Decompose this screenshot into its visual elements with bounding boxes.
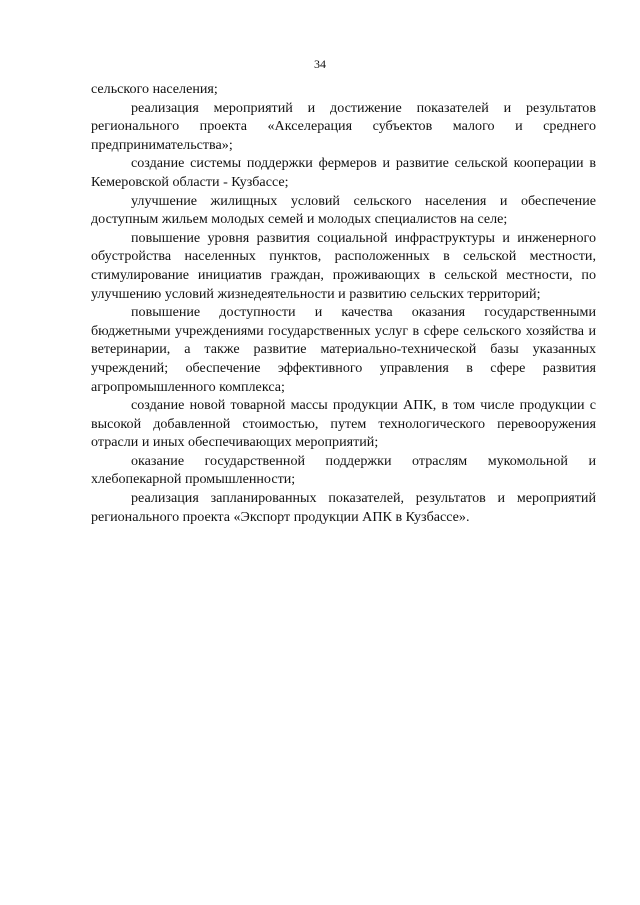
- paragraph-social-infrastructure: повышение уровня развития социальной инфраструктуры и инженерного обустройства населенных пунктов, расположенных в сельской местности, стимулирование инициатив граждан, проживающих в сельской местности, по улучшению условий жизнедеятельности и развитию сельских территорий;: [91, 229, 596, 302]
- paragraph-export-project: реализация запланированных показателей, результатов и мероприятий регионального проекта «Экспорт продукции АПК в Кузбассе».: [91, 490, 596, 525]
- document-body: [91, 80, 596, 526]
- page-number: 34: [314, 57, 326, 71]
- paragraph-milling-baking: оказание государственной поддержки отраслям мукомольной и хлебопекарной промышленности;: [91, 452, 596, 488]
- paragraph-housing-conditions: улучшение жилищных условий сельского населения и обеспечение доступным жильем молодых семей и молодых специалистов на селе;: [91, 192, 596, 228]
- paragraph-commodity-mass: создание новой товарной массы продукции АПК, в том числе продукции с высокой добавленной стоимостью, путем технологического перевооружения отрасли и иных обеспечивающих мероприятий;: [91, 397, 596, 451]
- paragraph-public-services: повышение доступности и качества оказания государственными бюджетными учреждениями государственных услуг в сфере сельского хозяйства и ветеринарии, а также развитие материально-технической базы указанных учреждений; обеспечение эффективного управления в сфере развития агропромышленного комплекса;: [91, 304, 596, 395]
- paragraph-acceleration-project: реализация мероприятий и достижение показателей и результатов регионального проекта «Акселерация субъектов малого и среднего предпринимательства»;: [91, 99, 596, 153]
- paragraph-farmer-support: создание системы поддержки фермеров и развитие сельской кооперации в Кемеровской области - Кузбассе;: [91, 155, 596, 190]
- paragraph-rural-population: сельского населения;: [91, 81, 218, 97]
